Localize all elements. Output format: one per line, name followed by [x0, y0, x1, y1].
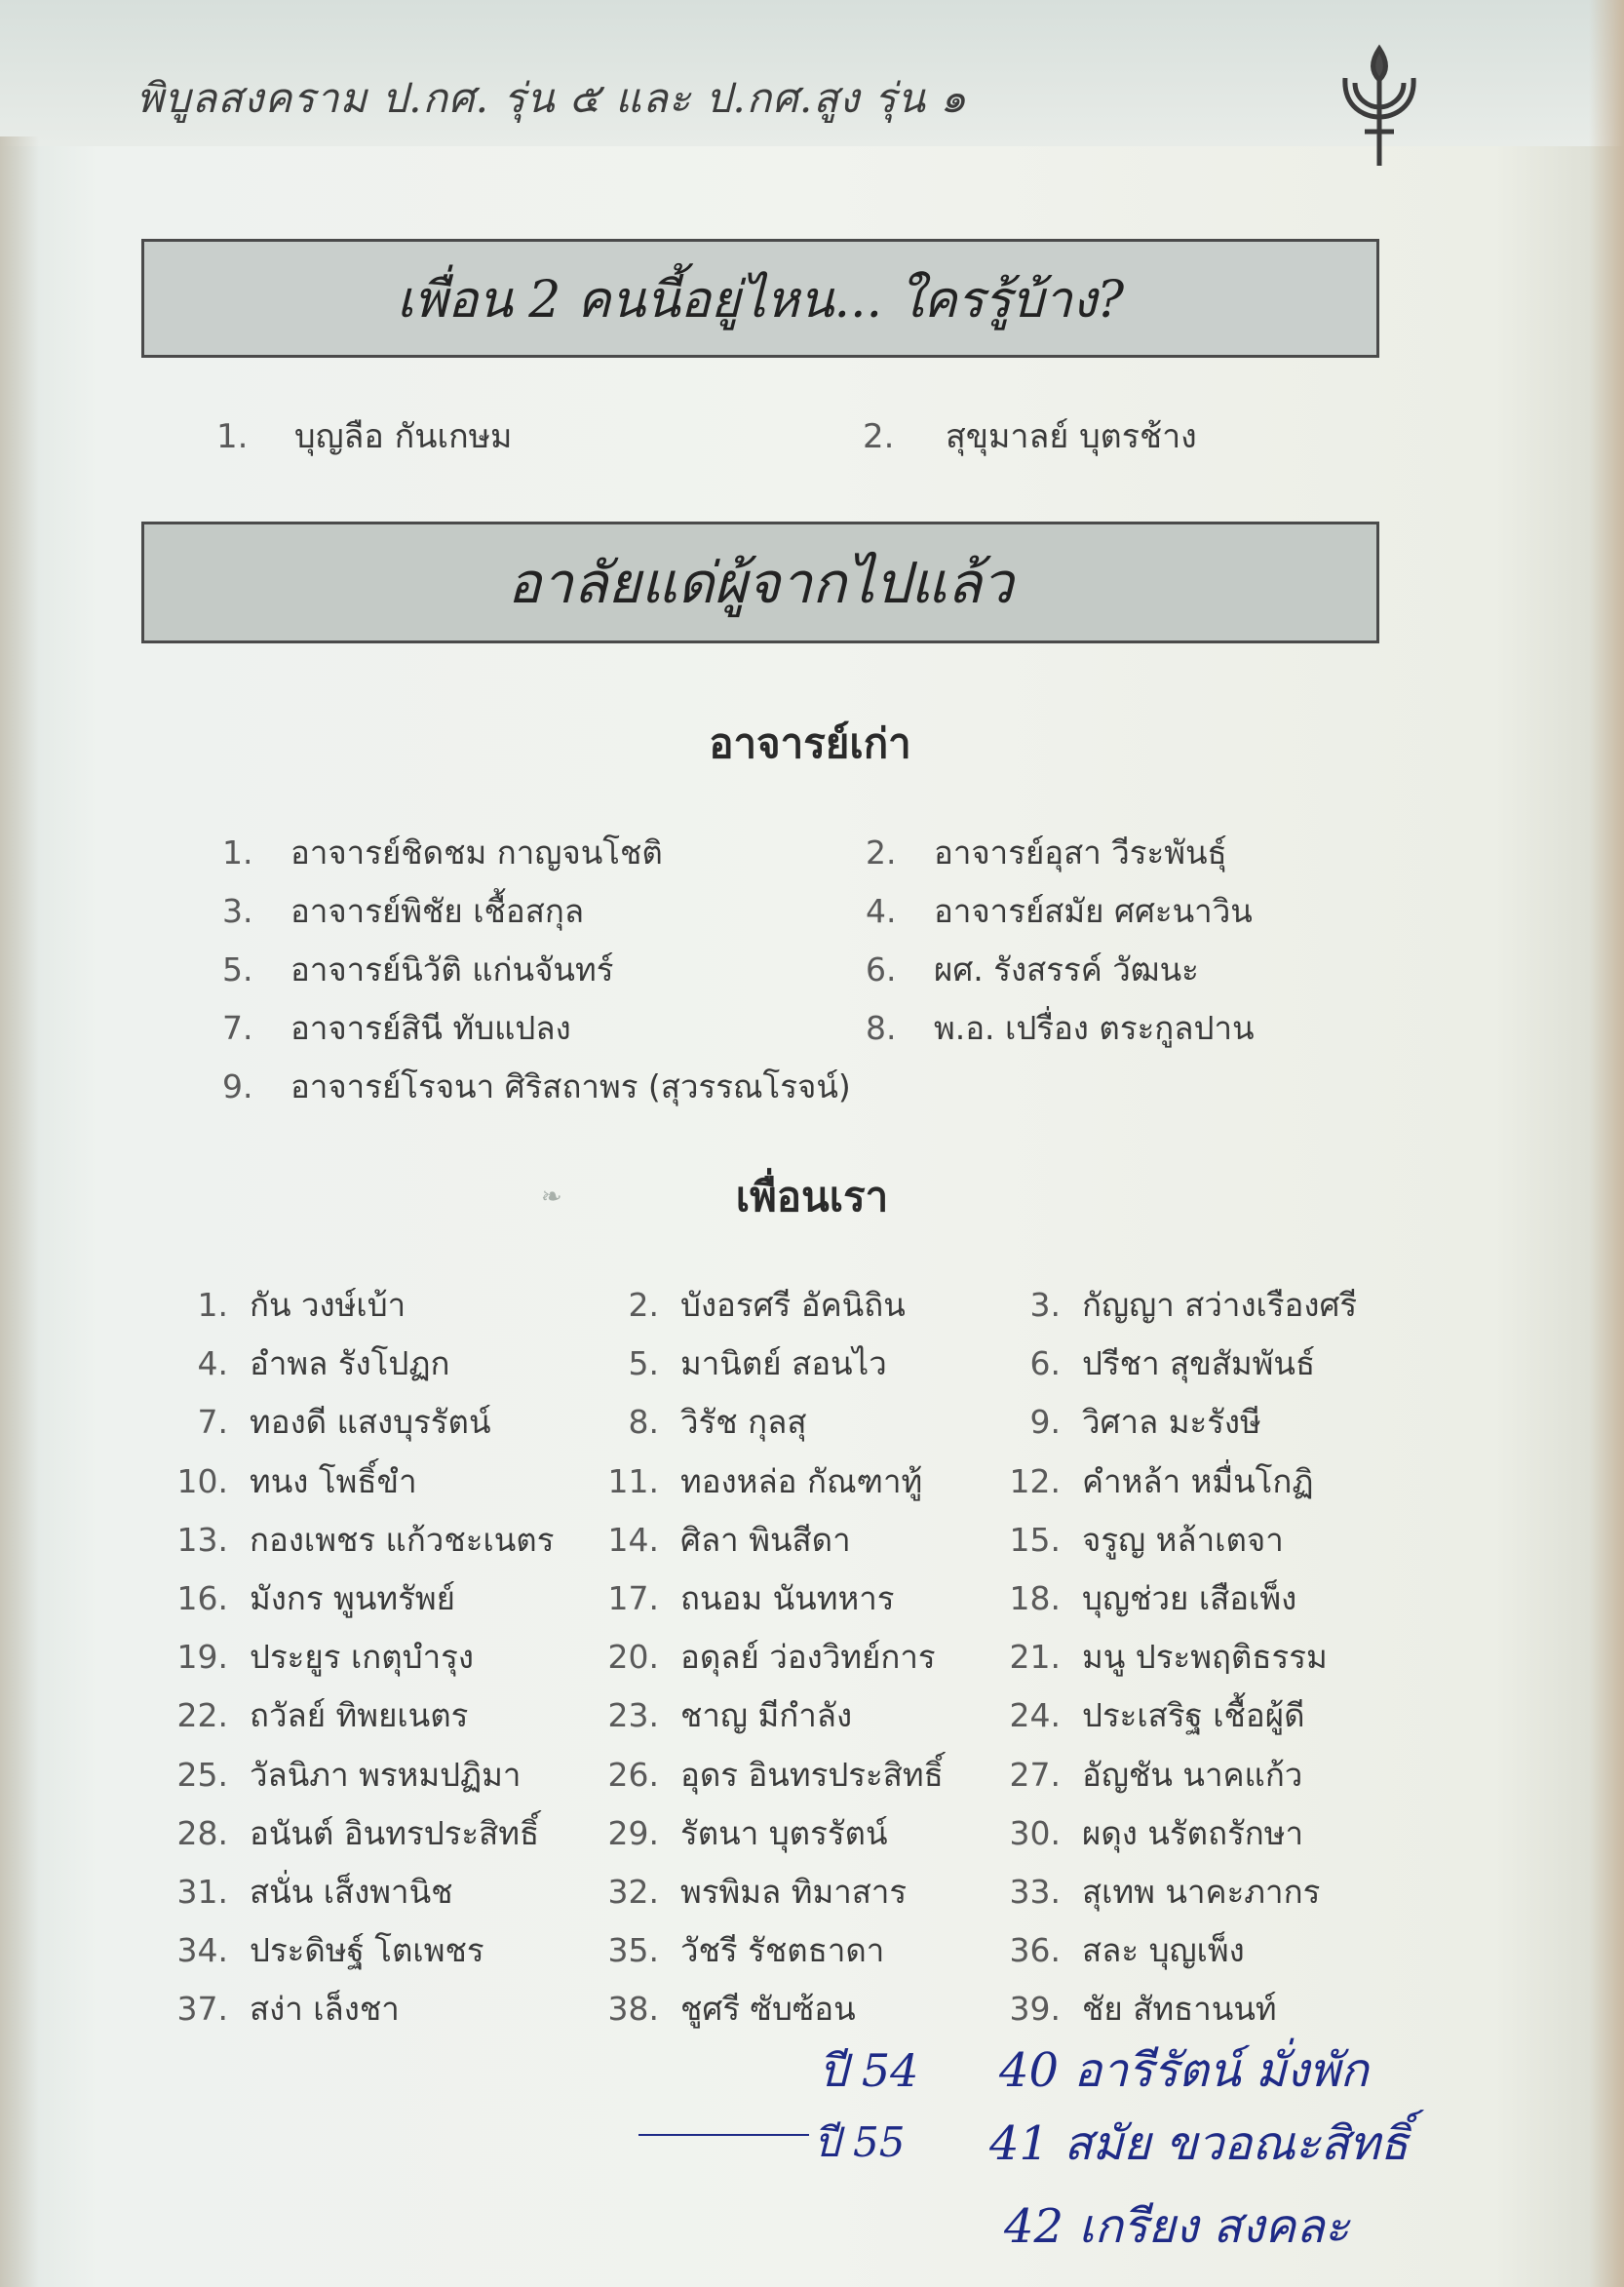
item-number: 6. [866, 950, 897, 988]
teachers-heading: อาจารย์เก่า [709, 719, 911, 767]
torch-emblem-icon [1326, 39, 1433, 171]
item-name: สุเทพ นาคะภากร [1082, 1873, 1321, 1911]
friend-item [154, 1572, 455, 1624]
item-number: 2. [866, 833, 897, 872]
teacher-item [222, 827, 663, 878]
handwritten-note-line: 40 อารีรัตน์ มั่งพัก [999, 2043, 1369, 2098]
item-name: อาจารย์ชิดชม กาญจนโชติ [290, 833, 663, 872]
friends-heading: เพื่อนเรา [735, 1173, 889, 1221]
item-number: 35. [607, 1931, 659, 1969]
item-number: 36. [1009, 1931, 1061, 1969]
friend-item [585, 1455, 922, 1507]
item-name: อาจารย์นิวัติ แก่นจันทร์ [290, 950, 614, 988]
item-name: มนู ประพฤติธรรม [1082, 1638, 1328, 1676]
item-name: ประยูร เกตุบำรุง [250, 1638, 474, 1676]
item-name: บุญลือ กันเกษม [294, 417, 513, 456]
item-number: 7. [222, 1009, 253, 1047]
friend-item [154, 1749, 521, 1801]
item-name: ปรีชา สุขสัมพันธ์ [1082, 1344, 1316, 1382]
missing-friends-heading-box [141, 239, 1379, 358]
handwritten-note-line: 42 เกรียง สงคละ [1004, 2199, 1350, 2254]
memorial-heading: อาลัยแด่ผู้จากไปแล้ว [507, 550, 1014, 616]
friend-item [585, 1514, 851, 1566]
friend-item [154, 1924, 484, 1976]
friend-item [154, 1514, 554, 1566]
friend-item [986, 1455, 1314, 1507]
item-number: 5. [628, 1344, 659, 1382]
item-name: ถวัลย์ ทิพยเนตร [250, 1696, 469, 1734]
item-number: 8. [628, 1403, 659, 1441]
item-name: วิศาล มะรังษี [1082, 1403, 1261, 1441]
friend-item [986, 1689, 1305, 1741]
item-name: วัชรี รัชตธาดา [680, 1931, 885, 1969]
teacher-item [866, 827, 1227, 878]
item-number: 28. [176, 1814, 228, 1852]
item-name: ทองดี แสงบุรรัตน์ [250, 1403, 491, 1441]
item-name: พรพิมล ทิมาสาร [680, 1873, 908, 1911]
item-name: คำหล้า หมื่นโกฏิ [1082, 1462, 1314, 1500]
item-number: 23. [607, 1696, 659, 1734]
item-name: อุดร อินทรประสิทธิ์ [680, 1756, 944, 1794]
friend-item [986, 1279, 1357, 1331]
item-number: 1. [197, 1286, 228, 1324]
friend-item [986, 1337, 1315, 1389]
item-number: 5. [222, 950, 253, 988]
friend-item [154, 1631, 474, 1683]
memorial-heading-box [141, 522, 1379, 643]
item-number: 34. [176, 1931, 228, 1969]
friend-item [986, 1396, 1261, 1448]
friend-item [986, 1924, 1245, 1976]
item-name: ศิลา พินสีดา [680, 1521, 851, 1559]
item-number: 2. [863, 417, 895, 456]
friend-item [585, 1983, 856, 2035]
page-edge [1589, 0, 1624, 2287]
friend-item [986, 1631, 1328, 1683]
item-number: 39. [1009, 1990, 1061, 2028]
item-number: 4. [866, 892, 897, 930]
item-number: 6. [1029, 1344, 1061, 1382]
friend-item [154, 1337, 449, 1389]
item-name: รัตนา บุตรรัตน์ [680, 1814, 888, 1852]
item-name: บุญช่วย เสือเพ็ง [1082, 1579, 1297, 1617]
item-name: ชาญ มีกำลัง [680, 1696, 853, 1734]
item-number: 17. [607, 1579, 659, 1617]
friend-item [154, 1279, 406, 1331]
item-name: ประดิษฐ์ โตเพชร [250, 1931, 484, 1969]
item-number: 16. [176, 1579, 228, 1617]
item-name: วิรัช กุลสุ [680, 1403, 807, 1441]
teacher-item [222, 944, 613, 995]
item-number: 4. [197, 1344, 228, 1382]
item-number: 32. [607, 1873, 659, 1911]
item-name: ทนง โพธิ์ขำ [250, 1462, 417, 1500]
item-number: 13. [176, 1521, 228, 1559]
item-number: 37. [176, 1990, 228, 2028]
teacher-item [222, 1061, 851, 1112]
item-name: จรูญ หล้าเตจา [1082, 1521, 1284, 1559]
item-name: ทองหล่อ กัณฑาทู้ [680, 1462, 923, 1500]
item-number: 3. [1029, 1286, 1061, 1324]
item-number: 14. [607, 1521, 659, 1559]
item-number: 38. [607, 1990, 659, 2028]
item-name: อนันต์ อินทรประสิทธิ์ [250, 1814, 540, 1852]
item-name: ผศ. รังสรรค์ วัฒนะ [934, 950, 1199, 988]
item-name: กัญญา สว่างเรืองศรี [1082, 1286, 1358, 1324]
friend-item [986, 1983, 1277, 2035]
friend-item [585, 1807, 888, 1859]
item-number: 24. [1009, 1696, 1061, 1734]
item-number: 20. [607, 1638, 659, 1676]
item-name: สุขุมาลย์ บุตรช้าง [946, 417, 1197, 456]
item-name: พ.อ. เปรื่อง ตระกูลปาน [934, 1009, 1255, 1047]
item-number: 15. [1009, 1521, 1061, 1559]
friend-item [585, 1631, 936, 1683]
teacher-item [866, 944, 1199, 995]
item-number: 25. [176, 1756, 228, 1794]
handwritten-year-54: ปี 54 [819, 2044, 919, 2097]
friend-item [585, 1396, 807, 1448]
item-number: 7. [197, 1403, 228, 1441]
item-number: 22. [176, 1696, 228, 1734]
item-number: 9. [1029, 1403, 1061, 1441]
handwritten-year-55: ปี 55 [814, 2118, 906, 2166]
item-number: 27. [1009, 1756, 1061, 1794]
item-name: วัลนิภา พรหมปฏิมา [250, 1756, 522, 1794]
teacher-item [222, 885, 584, 937]
item-number: 31. [176, 1873, 228, 1911]
item-name: อาจารย์อุสา วีระพันธุ์ [934, 833, 1227, 872]
item-number: 30. [1009, 1814, 1061, 1852]
item-name: มังกร พูนทรัพย์ [250, 1579, 455, 1617]
item-number: 33. [1009, 1873, 1061, 1911]
item-name: อาจารย์สมัย ศศะนาวิน [934, 892, 1253, 930]
handwritten-note-line: 41 สมัย ขวอณะสิทธิ์ [989, 2116, 1409, 2171]
teacher-item [222, 1002, 571, 1054]
item-name: อาจารย์โรจนา ศิริสถาพร (สุวรรณโรจน์) [290, 1067, 851, 1105]
friend-item [585, 1749, 944, 1801]
friend-item [986, 1514, 1284, 1566]
item-number: 19. [176, 1638, 228, 1676]
item-number: 12. [1009, 1462, 1061, 1500]
item-name: สง่า เล็งชา [250, 1990, 400, 2028]
friend-item [154, 1396, 491, 1448]
item-number: 26. [607, 1756, 659, 1794]
running-header-title: พิบูลสงคราม ป.กศ. รุ่น ๕ และ ป.กศ.สูง รุ่น ๑ [136, 74, 968, 122]
teacher-item [866, 1002, 1255, 1054]
item-number: 8. [866, 1009, 897, 1047]
friend-item [585, 1924, 884, 1976]
item-number: 1. [222, 833, 253, 872]
friend-item [154, 1689, 468, 1741]
item-name: ประเสริฐ เชื้อผู้ดี [1082, 1696, 1305, 1734]
friend-item [986, 1572, 1296, 1624]
item-name: บังอรศรี อัคนิถิน [680, 1286, 906, 1324]
friend-item [986, 1749, 1302, 1801]
missing-friend-item [216, 409, 512, 462]
item-name: อาจารย์สินี ทับแปลง [290, 1009, 571, 1047]
item-number: 21. [1009, 1638, 1061, 1676]
item-name: สละ บุญเพ็ง [1082, 1931, 1245, 1969]
friend-item [986, 1807, 1303, 1859]
flourish-ornament-icon: ❧ [541, 1182, 562, 1212]
item-name: ผดุง นรัตถรักษา [1082, 1814, 1304, 1852]
item-name: สนั่น เส็งพานิช [250, 1873, 453, 1911]
friend-item [154, 1866, 453, 1918]
item-name: ถนอม นันทหาร [680, 1579, 895, 1617]
item-name: อัญชัน นาคแก้ว [1082, 1756, 1303, 1794]
item-name: อดุลย์ ว่องวิทย์การ [680, 1638, 936, 1676]
item-name: มานิตย์ สอนไว [680, 1344, 887, 1382]
item-number: 2. [628, 1286, 659, 1324]
item-name: ชัย สัทธานนท์ [1082, 1990, 1277, 2028]
friend-item [585, 1279, 906, 1331]
item-name: กัน วงษ์เบ้า [250, 1286, 406, 1324]
missing-friend-item [863, 409, 1197, 462]
friend-item [585, 1572, 894, 1624]
item-number: 10. [176, 1462, 228, 1500]
item-name: กองเพชร แก้วชะเนตร [250, 1521, 555, 1559]
item-number: 1. [216, 417, 249, 456]
item-number: 29. [607, 1814, 659, 1852]
missing-friends-heading: เพื่อน 2 คนนี้อยู่ไหน... ใครรู้บ้าง? [396, 270, 1125, 329]
friend-item [585, 1689, 852, 1741]
friend-item [585, 1337, 887, 1389]
friend-item [154, 1983, 400, 2035]
friend-item [154, 1807, 539, 1859]
item-number: 9. [222, 1067, 253, 1105]
item-name: ชูศรี ซับซ้อน [680, 1990, 856, 2028]
item-number: 11. [607, 1462, 659, 1500]
friend-item [585, 1866, 907, 1918]
teacher-item [866, 885, 1253, 937]
item-name: อาจารย์พิชัย เชื้อสกุล [290, 892, 585, 930]
friend-item [154, 1455, 417, 1507]
item-number: 18. [1009, 1579, 1061, 1617]
item-name: อำพล รังโปฏก [250, 1344, 450, 1382]
friend-item [986, 1866, 1320, 1918]
item-number: 3. [222, 892, 253, 930]
